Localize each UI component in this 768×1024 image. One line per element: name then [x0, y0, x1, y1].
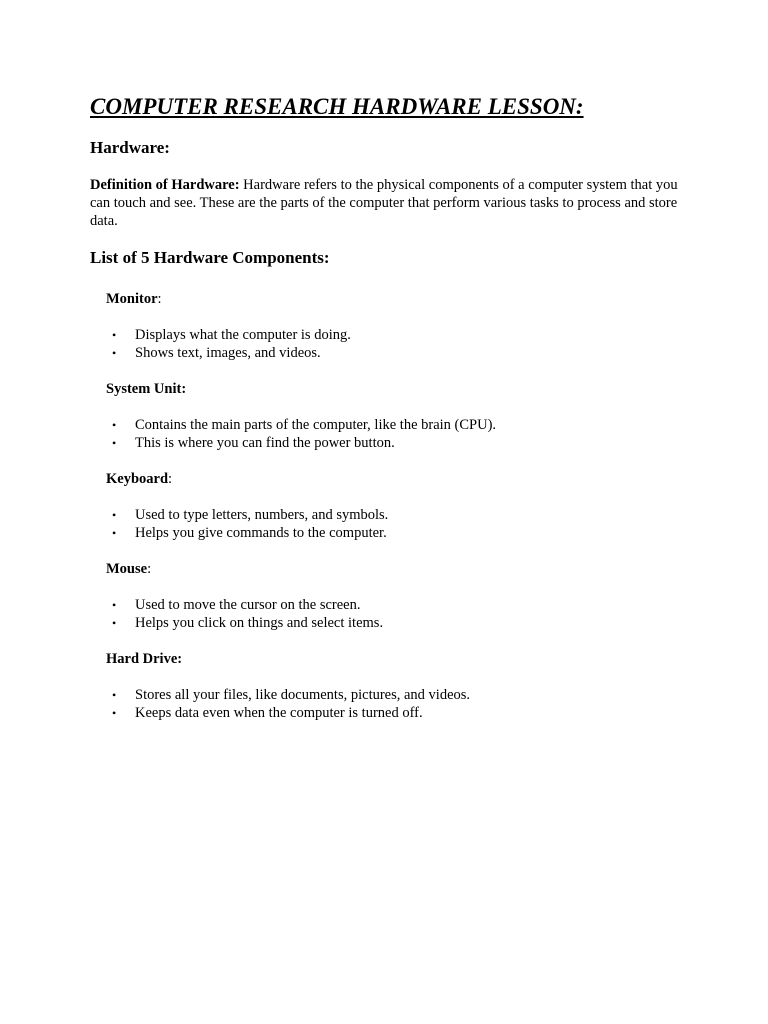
bullet-text: Used to type letters, numbers, and symbols. — [135, 507, 389, 523]
bullet-text: Used to move the cursor on the screen. — [135, 597, 361, 613]
bullet-text: This is where you can find the power button. — [135, 435, 395, 451]
component-name-suffix: : — [157, 291, 162, 307]
list-item — [106, 326, 690, 344]
component-name-bold: Mouse — [106, 561, 148, 577]
component-keyboard — [106, 470, 690, 542]
hardware-definition — [90, 176, 680, 230]
document-title: COMPUTER RESEARCH HARDWARE LESSON: — [90, 94, 584, 119]
bullet-text: Displays what the computer is doing. — [135, 327, 351, 343]
component-name-bold: Keyboard — [106, 471, 169, 487]
bullet-icon: • — [112, 616, 117, 630]
bullet-icon: • — [112, 436, 117, 450]
hardware-heading: Hardware: — [90, 138, 170, 157]
list-item — [106, 524, 690, 542]
bullet-text: Helps you give commands to the computer. — [135, 525, 387, 541]
component-name-bold: Hard Drive: — [106, 651, 183, 667]
bullet-text: Keeps data even when the computer is turned off. — [135, 705, 423, 721]
component-name-bold: Monitor — [106, 291, 158, 307]
component-mouse — [106, 560, 690, 632]
definition-text: Hardware refers to the physical components of a computer system that you can touch and see. These are the parts of the computer that perform various tasks to process and store data. — [90, 177, 678, 229]
bullet-icon: • — [112, 526, 117, 540]
document-page — [90, 93, 690, 722]
component-name — [106, 560, 690, 578]
bullet-icon: • — [112, 346, 117, 360]
component-name — [106, 470, 690, 488]
bullet-text: Shows text, images, and videos. — [135, 345, 321, 361]
component-name — [106, 380, 690, 398]
list-item — [106, 614, 690, 632]
list-item — [106, 506, 690, 524]
component-name — [106, 650, 690, 668]
bullet-icon: • — [112, 328, 117, 342]
bullet-icon: • — [112, 508, 117, 522]
list-item — [106, 434, 690, 452]
list-item — [106, 596, 690, 614]
bullet-list — [106, 506, 690, 542]
component-name-bold: System Unit: — [106, 381, 187, 397]
component-system-unit — [106, 380, 690, 452]
component-name-suffix: : — [168, 471, 173, 487]
list-item — [106, 704, 690, 722]
bullet-text: Contains the main parts of the computer, like the brain (CPU). — [135, 417, 497, 433]
components-list-heading: List of 5 Hardware Components: — [90, 248, 330, 267]
bullet-list — [106, 326, 690, 362]
bullet-icon: • — [112, 688, 117, 702]
bullet-icon: • — [112, 418, 117, 432]
component-monitor — [106, 290, 690, 362]
bullet-list — [106, 596, 690, 632]
list-item — [106, 344, 690, 362]
bullet-icon: • — [112, 598, 117, 612]
component-name — [106, 290, 690, 308]
bullet-list — [106, 686, 690, 722]
bullet-text: Stores all your files, like documents, pictures, and videos. — [135, 687, 471, 703]
bullet-text: Helps you click on things and select items. — [135, 615, 384, 631]
list-item — [106, 416, 690, 434]
definition-label: Definition of Hardware: — [90, 177, 240, 193]
bullet-list — [106, 416, 690, 452]
list-item — [106, 686, 690, 704]
component-hard-drive — [106, 650, 690, 722]
component-name-suffix: : — [147, 561, 152, 577]
bullet-icon: • — [112, 706, 117, 720]
